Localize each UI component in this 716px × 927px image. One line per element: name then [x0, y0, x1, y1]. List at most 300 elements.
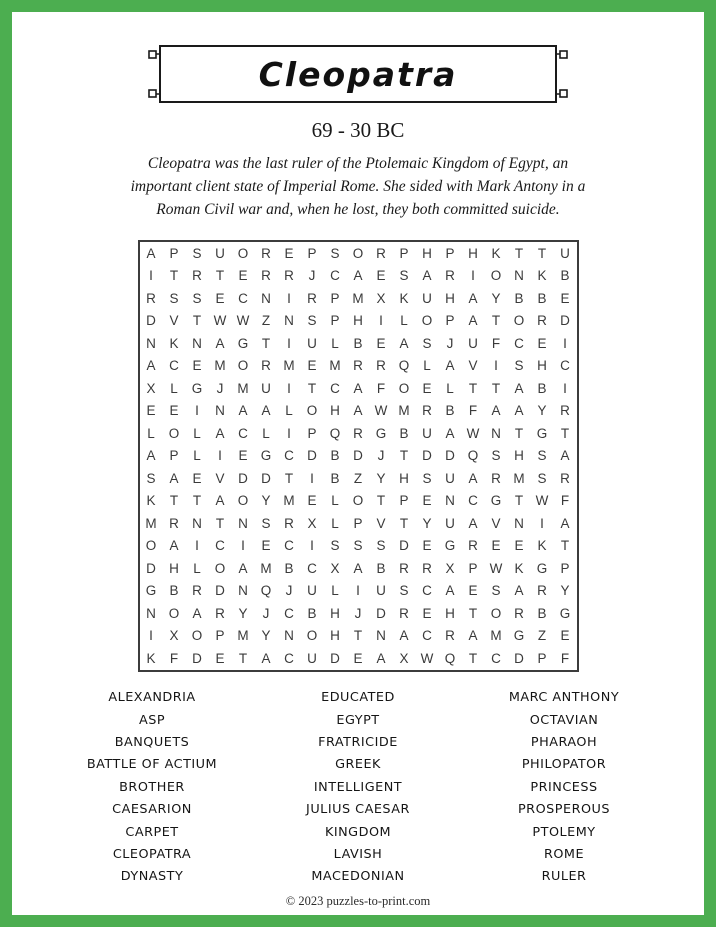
grid-cell: A — [238, 560, 248, 576]
grid-cell: S — [307, 313, 317, 329]
grid-cell: E — [560, 628, 570, 644]
grid-cell: D — [353, 448, 363, 464]
grid-cell: D — [422, 448, 432, 464]
grid-cell: U — [307, 583, 317, 599]
grid-cell: Y — [376, 470, 386, 486]
grid-cell: M — [398, 403, 410, 419]
grid-cell: T — [215, 268, 225, 284]
grid-cell: N — [215, 403, 225, 419]
grid-cell: J — [446, 335, 454, 351]
grid-cell: A — [376, 650, 386, 666]
grid-cell: A — [399, 628, 409, 644]
grid-cell: N — [284, 313, 294, 329]
grid-cell: M — [352, 290, 364, 306]
grid-cell: A — [468, 628, 478, 644]
grid-cell: O — [168, 605, 180, 621]
grid-cell: A — [169, 470, 179, 486]
grid-cell: B — [284, 560, 294, 576]
grid-cell: T — [238, 650, 248, 666]
grid-cell: A — [468, 515, 478, 531]
word-item: PTOLEMY — [532, 824, 596, 840]
grid-cell: A — [146, 358, 156, 374]
grid-cell: P — [307, 425, 317, 441]
grid-cell: E — [215, 650, 225, 666]
grid-cell: A — [514, 380, 524, 396]
grid-cell: I — [287, 290, 291, 306]
grid-cell: R — [284, 515, 294, 531]
grid-cell: A — [146, 245, 156, 261]
grid-cell: B — [376, 560, 386, 576]
grid-cell: K — [491, 245, 501, 261]
grid-cell: T — [192, 493, 202, 509]
grid-cell: P — [560, 560, 570, 576]
grid-cell: C — [284, 538, 294, 554]
grid-cell: Z — [353, 470, 363, 486]
grid-cell: A — [353, 380, 363, 396]
grid-cell: U — [307, 335, 317, 351]
grid-cell: X — [376, 290, 386, 306]
grid-cell: B — [537, 605, 547, 621]
grid-cell: V — [215, 470, 225, 486]
grid-cell: B — [353, 335, 363, 351]
grid-cell: R — [422, 560, 432, 576]
grid-cell: A — [215, 335, 225, 351]
grid-cell: K — [537, 538, 547, 554]
grid-cell: V — [491, 515, 501, 531]
grid-cell: G — [513, 628, 525, 644]
grid-cell: P — [445, 245, 455, 261]
grid-cell: N — [192, 335, 202, 351]
grid-cell: T — [468, 650, 478, 666]
grid-cell: T — [537, 245, 547, 261]
grid-cell: G — [536, 425, 548, 441]
word-item: ALEXANDRIA — [108, 690, 196, 706]
grid-cell: S — [192, 290, 202, 306]
grid-cell: R — [284, 268, 294, 284]
grid-cell: I — [149, 628, 153, 644]
grid-cell: S — [330, 538, 340, 554]
word-item: JULIUS CAESAR — [306, 802, 410, 818]
grid-cell: R — [353, 425, 363, 441]
grid-cell: U — [422, 290, 432, 306]
grid-cell: D — [330, 650, 340, 666]
grid-cell: E — [238, 268, 248, 284]
word-item: BROTHER — [119, 779, 185, 795]
word-item: RULER — [541, 869, 587, 885]
grid-cell: U — [307, 650, 317, 666]
grid-cell: I — [218, 448, 222, 464]
grid-cell: C — [330, 268, 340, 284]
grid-cell: J — [308, 268, 316, 284]
grid-cell: J — [216, 380, 224, 396]
grid-cell: R — [376, 358, 386, 374]
grid-cell: L — [331, 493, 339, 509]
grid-cell: T — [376, 493, 386, 509]
grid-cell: O — [237, 358, 249, 374]
grid-cell: I — [494, 358, 498, 374]
grid-cell: S — [353, 538, 363, 554]
word-item: CLEOPATRA — [112, 846, 192, 862]
grid-cell: K — [514, 560, 524, 576]
grid-cell: R — [215, 605, 225, 621]
grid-cell: T — [261, 335, 271, 351]
grid-cell: K — [146, 650, 156, 666]
grid-cell: T — [399, 448, 409, 464]
grid-cell: K — [399, 290, 409, 306]
word-item: CARPET — [125, 824, 179, 840]
grid-cell: U — [261, 380, 271, 396]
word-item: ROME — [543, 846, 585, 862]
grid-cell: R — [192, 583, 202, 599]
grid-cell: T — [307, 380, 317, 396]
grid-cell: W — [213, 313, 227, 329]
grid-cell: A — [215, 425, 225, 441]
grid-cell: Z — [537, 628, 547, 644]
grid-cell: I — [563, 380, 567, 396]
grid-cell: R — [537, 313, 547, 329]
grid-cell: K — [537, 268, 547, 284]
word-item: EGYPT — [336, 712, 380, 728]
grid-cell: G — [237, 335, 249, 351]
grid-cell: F — [376, 380, 386, 396]
grid-cell: E — [537, 335, 547, 351]
grid-cell: V — [468, 358, 478, 374]
grid-cell: Z — [261, 313, 271, 329]
grid-cell: J — [262, 605, 270, 621]
grid-cell: T — [491, 313, 501, 329]
grid-cell: E — [284, 245, 294, 261]
grid-cell: A — [514, 403, 524, 419]
word-item: DYNASTY — [120, 869, 184, 885]
grid-cell: N — [514, 268, 524, 284]
grid-cell: E — [376, 268, 386, 284]
grid-cell: T — [468, 605, 478, 621]
grid-cell: E — [307, 493, 317, 509]
grid-cell: L — [193, 448, 201, 464]
grid-cell: A — [353, 403, 363, 419]
grid-cell: I — [310, 538, 314, 554]
grid-cell: E — [560, 290, 570, 306]
grid-cell: U — [215, 245, 225, 261]
grid-cell: A — [445, 583, 455, 599]
grid-cell: D — [514, 650, 524, 666]
grid-cell: R — [146, 290, 156, 306]
grid-cell: R — [376, 245, 386, 261]
grid-cell: W — [466, 425, 480, 441]
grid-cell: B — [330, 448, 340, 464]
grid-cell: R — [192, 268, 202, 284]
grid-cell: A — [399, 335, 409, 351]
grid-cell: A — [146, 448, 156, 464]
grid-cell: Y — [261, 628, 271, 644]
grid-cell: L — [331, 335, 339, 351]
grid-cell: L — [285, 403, 293, 419]
grid-cell: C — [238, 290, 248, 306]
grid-cell: I — [241, 538, 245, 554]
grid-cell: C — [491, 650, 501, 666]
grid-cell: A — [261, 403, 271, 419]
grid-cell: G — [490, 493, 502, 509]
grid-cell: S — [192, 245, 202, 261]
grid-cell: L — [262, 425, 270, 441]
grid-cell: D — [445, 448, 455, 464]
grid-cell: S — [399, 583, 409, 599]
grid-cell: R — [169, 515, 179, 531]
grid-cell: T — [514, 493, 524, 509]
grid-cell: E — [422, 538, 432, 554]
grid-cell: G — [559, 605, 571, 621]
grid-cell: A — [353, 560, 363, 576]
grid-cell: U — [560, 245, 570, 261]
grid-cell: P — [399, 493, 409, 509]
grid-cell: T — [284, 470, 294, 486]
grid-cell: B — [514, 290, 524, 306]
word-item: MARC ANTHONY — [508, 690, 620, 706]
page-title: Cleopatra — [258, 54, 458, 94]
grid-cell: G — [145, 583, 157, 599]
grid-cell: P — [330, 313, 340, 329]
grid-cell: N — [192, 515, 202, 531]
word-item: BANQUETS — [114, 734, 190, 750]
grid-cell: T — [169, 268, 179, 284]
footer-copyright: © 2023 puzzles-to-print.com — [285, 894, 431, 908]
grid-cell: H — [468, 245, 478, 261]
grid-cell: T — [491, 380, 501, 396]
grid-cell: I — [287, 380, 291, 396]
word-list-column — [49, 687, 255, 889]
grid-cell: T — [560, 538, 570, 554]
grid-cell: O — [191, 628, 203, 644]
grid-cell: C — [284, 448, 294, 464]
grid-cell: D — [146, 313, 156, 329]
grid-cell: D — [261, 470, 271, 486]
grid-cell: C — [422, 628, 432, 644]
grid-cell: P — [353, 515, 363, 531]
grid-cell: U — [376, 583, 386, 599]
grid-cell: Q — [329, 425, 341, 441]
grid-cell: D — [399, 538, 409, 554]
word-grid — [140, 242, 577, 670]
grid-cell: A — [468, 470, 478, 486]
grid-cell: G — [191, 380, 203, 396]
grid-cell: N — [445, 493, 455, 509]
grid-cell: J — [354, 605, 362, 621]
grid-cell: M — [329, 358, 341, 374]
word-item: PHARAOH — [530, 734, 598, 750]
grid-cell: A — [560, 448, 570, 464]
grid-cell: R — [514, 605, 524, 621]
word-item: FRATRICIDE — [318, 734, 398, 750]
word-list-column — [461, 687, 667, 889]
grid-cell: P — [215, 628, 225, 644]
grid-cell: S — [537, 470, 547, 486]
grid-cell: P — [169, 245, 179, 261]
grid-cell: X — [169, 628, 179, 644]
word-item: MACEDONIAN — [311, 869, 405, 885]
grid-cell: O — [490, 268, 502, 284]
grid-cell: G — [260, 448, 272, 464]
grid-cell: C — [330, 380, 340, 396]
grid-cell: E — [514, 538, 524, 554]
grid-cell: H — [537, 358, 547, 374]
grid-cell: K — [169, 335, 179, 351]
grid-cell: D — [307, 448, 317, 464]
grid-cell: S — [422, 335, 432, 351]
grid-cell: H — [445, 605, 455, 621]
description-paragraph — [12, 152, 704, 221]
grid-cell: O — [168, 425, 180, 441]
grid-cell: I — [195, 403, 199, 419]
grid-cell: Y — [261, 493, 271, 509]
grid-cell: F — [560, 650, 570, 666]
grid-cell: L — [193, 560, 201, 576]
grid-cell: L — [170, 380, 178, 396]
grid-cell: P — [445, 313, 455, 329]
grid-cell: A — [560, 515, 570, 531]
grid-cell: E — [422, 380, 432, 396]
grid-cell: P — [307, 245, 317, 261]
grid-cell: R — [261, 245, 271, 261]
grid-cell: M — [260, 560, 272, 576]
grid-cell: O — [352, 245, 364, 261]
grid-cell: H — [422, 245, 432, 261]
grid-cell: O — [145, 538, 157, 554]
grid-cell: S — [491, 448, 501, 464]
grid-cell: Q — [467, 448, 479, 464]
grid-cell: P — [399, 245, 409, 261]
grid-cell: A — [215, 493, 225, 509]
grid-cell: M — [145, 515, 157, 531]
word-item: KINGDOM — [324, 824, 392, 840]
grid-cell: J — [285, 583, 293, 599]
grid-cell: X — [307, 515, 317, 531]
title-frame — [146, 43, 570, 105]
grid-cell: S — [491, 583, 501, 599]
word-item: PROSPEROUS — [517, 802, 611, 818]
word-item: LAVISH — [333, 846, 383, 862]
word-item: ASP — [138, 712, 166, 728]
grid-cell: W — [535, 493, 549, 509]
grid-cell: Q — [444, 650, 456, 666]
grid-cell: O — [421, 313, 433, 329]
grid-cell: F — [468, 403, 478, 419]
grid-cell: O — [352, 493, 364, 509]
grid-cell: L — [147, 425, 155, 441]
grid-cell: S — [514, 358, 524, 374]
grid-cell: T — [468, 380, 478, 396]
grid-cell: L — [331, 583, 339, 599]
grid-cell: O — [237, 245, 249, 261]
grid-cell: A — [468, 313, 478, 329]
grid-cell: D — [560, 313, 570, 329]
grid-cell: S — [261, 515, 271, 531]
grid-cell: R — [560, 470, 570, 486]
grid-cell: R — [353, 358, 363, 374]
grid-cell: Y — [560, 583, 570, 599]
grid-cell: H — [399, 470, 409, 486]
grid-cell: E — [192, 470, 202, 486]
grid-cell: I — [310, 470, 314, 486]
word-item: OCTAVIAN — [529, 712, 599, 728]
grid-cell: A — [514, 583, 524, 599]
grid-cell: B — [169, 583, 179, 599]
grid-cell: I — [356, 583, 360, 599]
description-line: Roman Civil war and, when he lost, they both committed suicide. — [156, 201, 560, 218]
grid-cell: A — [192, 605, 202, 621]
grid-cell: M — [513, 470, 525, 486]
grid-cell: K — [146, 493, 156, 509]
grid-cell: V — [169, 313, 179, 329]
grid-cell: N — [376, 628, 386, 644]
grid-cell: H — [353, 313, 363, 329]
grid-cell: L — [446, 380, 454, 396]
grid-cell: I — [287, 425, 291, 441]
grid-cell: A — [491, 403, 501, 419]
grid-cell: G — [375, 425, 387, 441]
grid-cell: S — [399, 268, 409, 284]
grid-cell: Y — [491, 290, 501, 306]
grid-cell: T — [192, 313, 202, 329]
grid-cell: H — [169, 560, 179, 576]
word-item: GREEK — [335, 757, 381, 773]
grid-cell: Y — [238, 605, 248, 621]
grid-cell: Q — [260, 583, 272, 599]
subtitle-dates: 69 - 30 BC — [311, 118, 405, 142]
grid-cell: F — [491, 335, 501, 351]
grid-cell: E — [307, 358, 317, 374]
grid-cell: D — [215, 583, 225, 599]
grid-cell: C — [284, 650, 294, 666]
grid-cell: I — [287, 335, 291, 351]
grid-cell: A — [169, 538, 179, 554]
word-item: EDUCATED — [321, 690, 395, 706]
grid-cell: X — [330, 560, 340, 576]
grid-cell: U — [468, 335, 478, 351]
grid-cell: G — [444, 538, 456, 554]
grid-cell: E — [422, 605, 432, 621]
grid-cell: A — [238, 403, 248, 419]
grid-cell: P — [537, 650, 547, 666]
grid-cell: I — [379, 313, 383, 329]
grid-cell: B — [330, 470, 340, 486]
grid-cell: B — [399, 425, 409, 441]
grid-cell: P — [330, 290, 340, 306]
grid-cell: O — [214, 560, 226, 576]
grid-cell: Y — [537, 403, 547, 419]
grid-cell: H — [330, 628, 340, 644]
grid-cell: N — [238, 583, 248, 599]
grid-cell: S — [146, 470, 156, 486]
grid-cell: U — [445, 515, 455, 531]
grid-cell: R — [399, 560, 409, 576]
grid-cell: C — [238, 425, 248, 441]
grid-cell: T — [514, 425, 524, 441]
grid-cell: I — [563, 335, 567, 351]
grid-cell: S — [330, 245, 340, 261]
grid-cell: D — [146, 560, 156, 576]
grid-cell: S — [422, 470, 432, 486]
grid-cell: B — [537, 290, 547, 306]
grid-cell: I — [149, 268, 153, 284]
grid-cell: H — [330, 605, 340, 621]
grid-cell: B — [537, 380, 547, 396]
grid-cell: E — [376, 335, 386, 351]
grid-cell: T — [169, 493, 179, 509]
grid-cell: M — [283, 493, 295, 509]
grid-cell: R — [468, 538, 478, 554]
grid-cell: R — [491, 470, 501, 486]
grid-cell: O — [398, 380, 410, 396]
